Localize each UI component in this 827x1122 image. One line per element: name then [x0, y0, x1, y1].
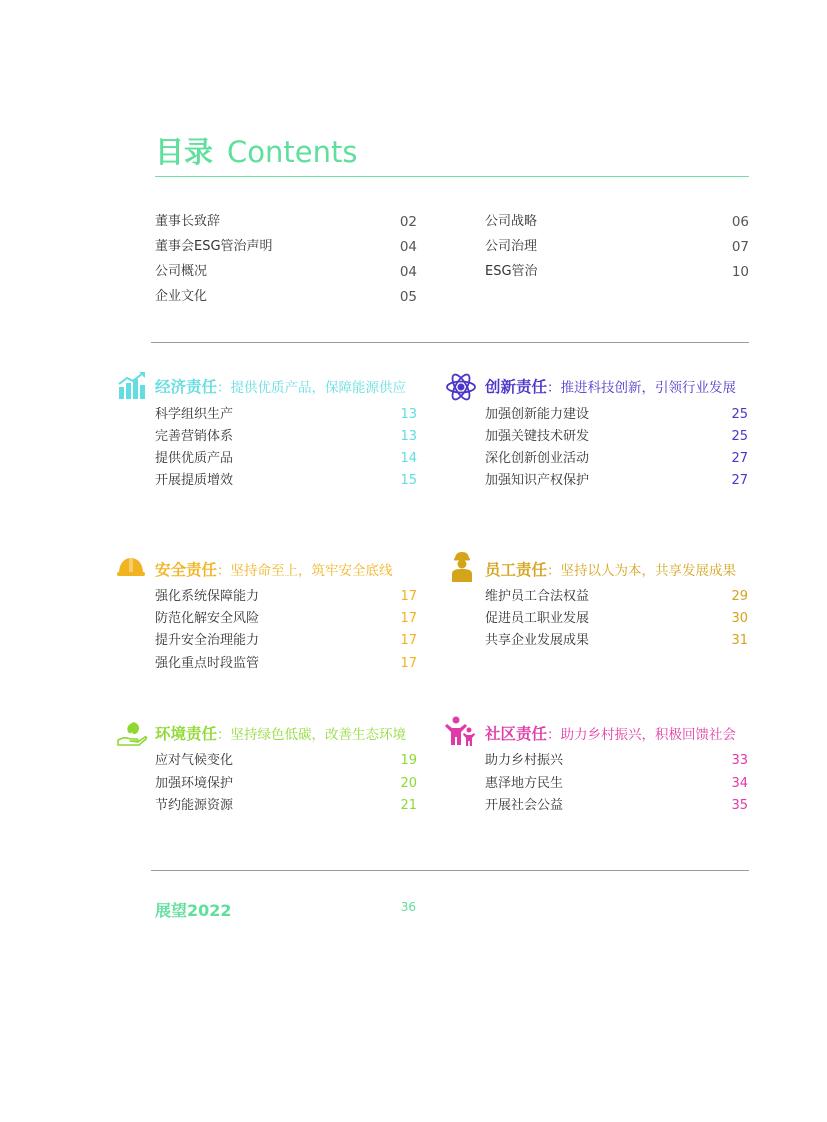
people-icon [444, 716, 476, 748]
toc-entry[interactable]: 深化创新创业活动 27 [485, 451, 748, 466]
toc-entry[interactable]: 科学组织生产 13 [155, 407, 417, 422]
toc-entry[interactable]: 董事长致辞 02 [155, 214, 417, 230]
toc-entry[interactable]: 应对气候变化 19 [155, 753, 417, 768]
growth-chart-icon [116, 370, 148, 402]
section-heading-environment[interactable]: 环境责任：坚持绿色低碳，改善生态环境 [155, 725, 407, 743]
title-divider [155, 176, 749, 177]
toc-entry[interactable]: 公司战略 06 [485, 214, 749, 230]
hard-hat-icon [115, 551, 147, 583]
section-divider [151, 870, 749, 871]
toc-entry[interactable]: 强化重点时段监管 17 [155, 656, 417, 671]
toc-entry[interactable]: 共享企业发展成果 31 [485, 633, 748, 648]
toc-entry[interactable]: 加强环境保护 20 [155, 776, 417, 791]
toc-entry[interactable]: 企业文化 05 [155, 289, 417, 305]
section-heading-employee[interactable]: 员工责任：坚持以人为本，共享发展成果 [485, 561, 737, 579]
outlook-heading[interactable]: 展望2022 [155, 901, 232, 920]
atom-icon [445, 371, 477, 403]
title-english: Contents [227, 135, 358, 169]
section-heading-community[interactable]: 社区责任：助力乡村振兴，积极回馈社会 [485, 725, 737, 743]
toc-entry[interactable]: 助力乡村振兴 33 [485, 753, 748, 768]
title-chinese: 目录 [155, 135, 214, 169]
toc-entry[interactable]: 提升安全治理能力 17 [155, 633, 417, 648]
toc-entry[interactable]: 加强知识产权保护 27 [485, 473, 748, 488]
toc-entry[interactable]: 防范化解安全风险 17 [155, 611, 417, 626]
section-heading-safety[interactable]: 安全责任：坚持命至上，筑牢安全底线 [155, 561, 393, 579]
outlook-page-number: 36 [400, 900, 416, 914]
toc-entry[interactable]: 公司概况 04 [155, 264, 417, 280]
hand-leaf-icon [116, 718, 148, 750]
toc-entry[interactable]: 公司治理 07 [485, 239, 749, 255]
toc-entry[interactable]: 促进员工职业发展 30 [485, 611, 748, 626]
worker-icon [446, 550, 478, 582]
section-heading-economic[interactable]: 经济责任：提供优质产品，保障能源供应 [155, 378, 407, 396]
toc-entry[interactable]: 开展社会公益 35 [485, 798, 748, 813]
toc-entry[interactable]: 强化系统保障能力 17 [155, 589, 417, 604]
toc-entry[interactable]: 节约能源资源 21 [155, 798, 417, 813]
toc-entry[interactable]: 维护员工合法权益 29 [485, 589, 748, 604]
toc-entry[interactable]: 开展提质增效 15 [155, 473, 417, 488]
toc-entry[interactable]: 加强关键技术研发 25 [485, 429, 748, 444]
page-title [155, 130, 357, 171]
toc-entry[interactable]: ESG管治 10 [485, 264, 749, 280]
toc-entry[interactable]: 惠泽地方民生 34 [485, 776, 748, 791]
toc-entry[interactable]: 加强创新能力建设 25 [485, 407, 748, 422]
toc-entry[interactable]: 提供优质产品 14 [155, 451, 417, 466]
section-divider [151, 342, 749, 343]
section-heading-innovation[interactable]: 创新责任：推进科技创新，引领行业发展 [485, 378, 737, 396]
toc-entry[interactable]: 完善营销体系 13 [155, 429, 417, 444]
toc-entry[interactable]: 董事会ESG管治声明 04 [155, 239, 417, 255]
